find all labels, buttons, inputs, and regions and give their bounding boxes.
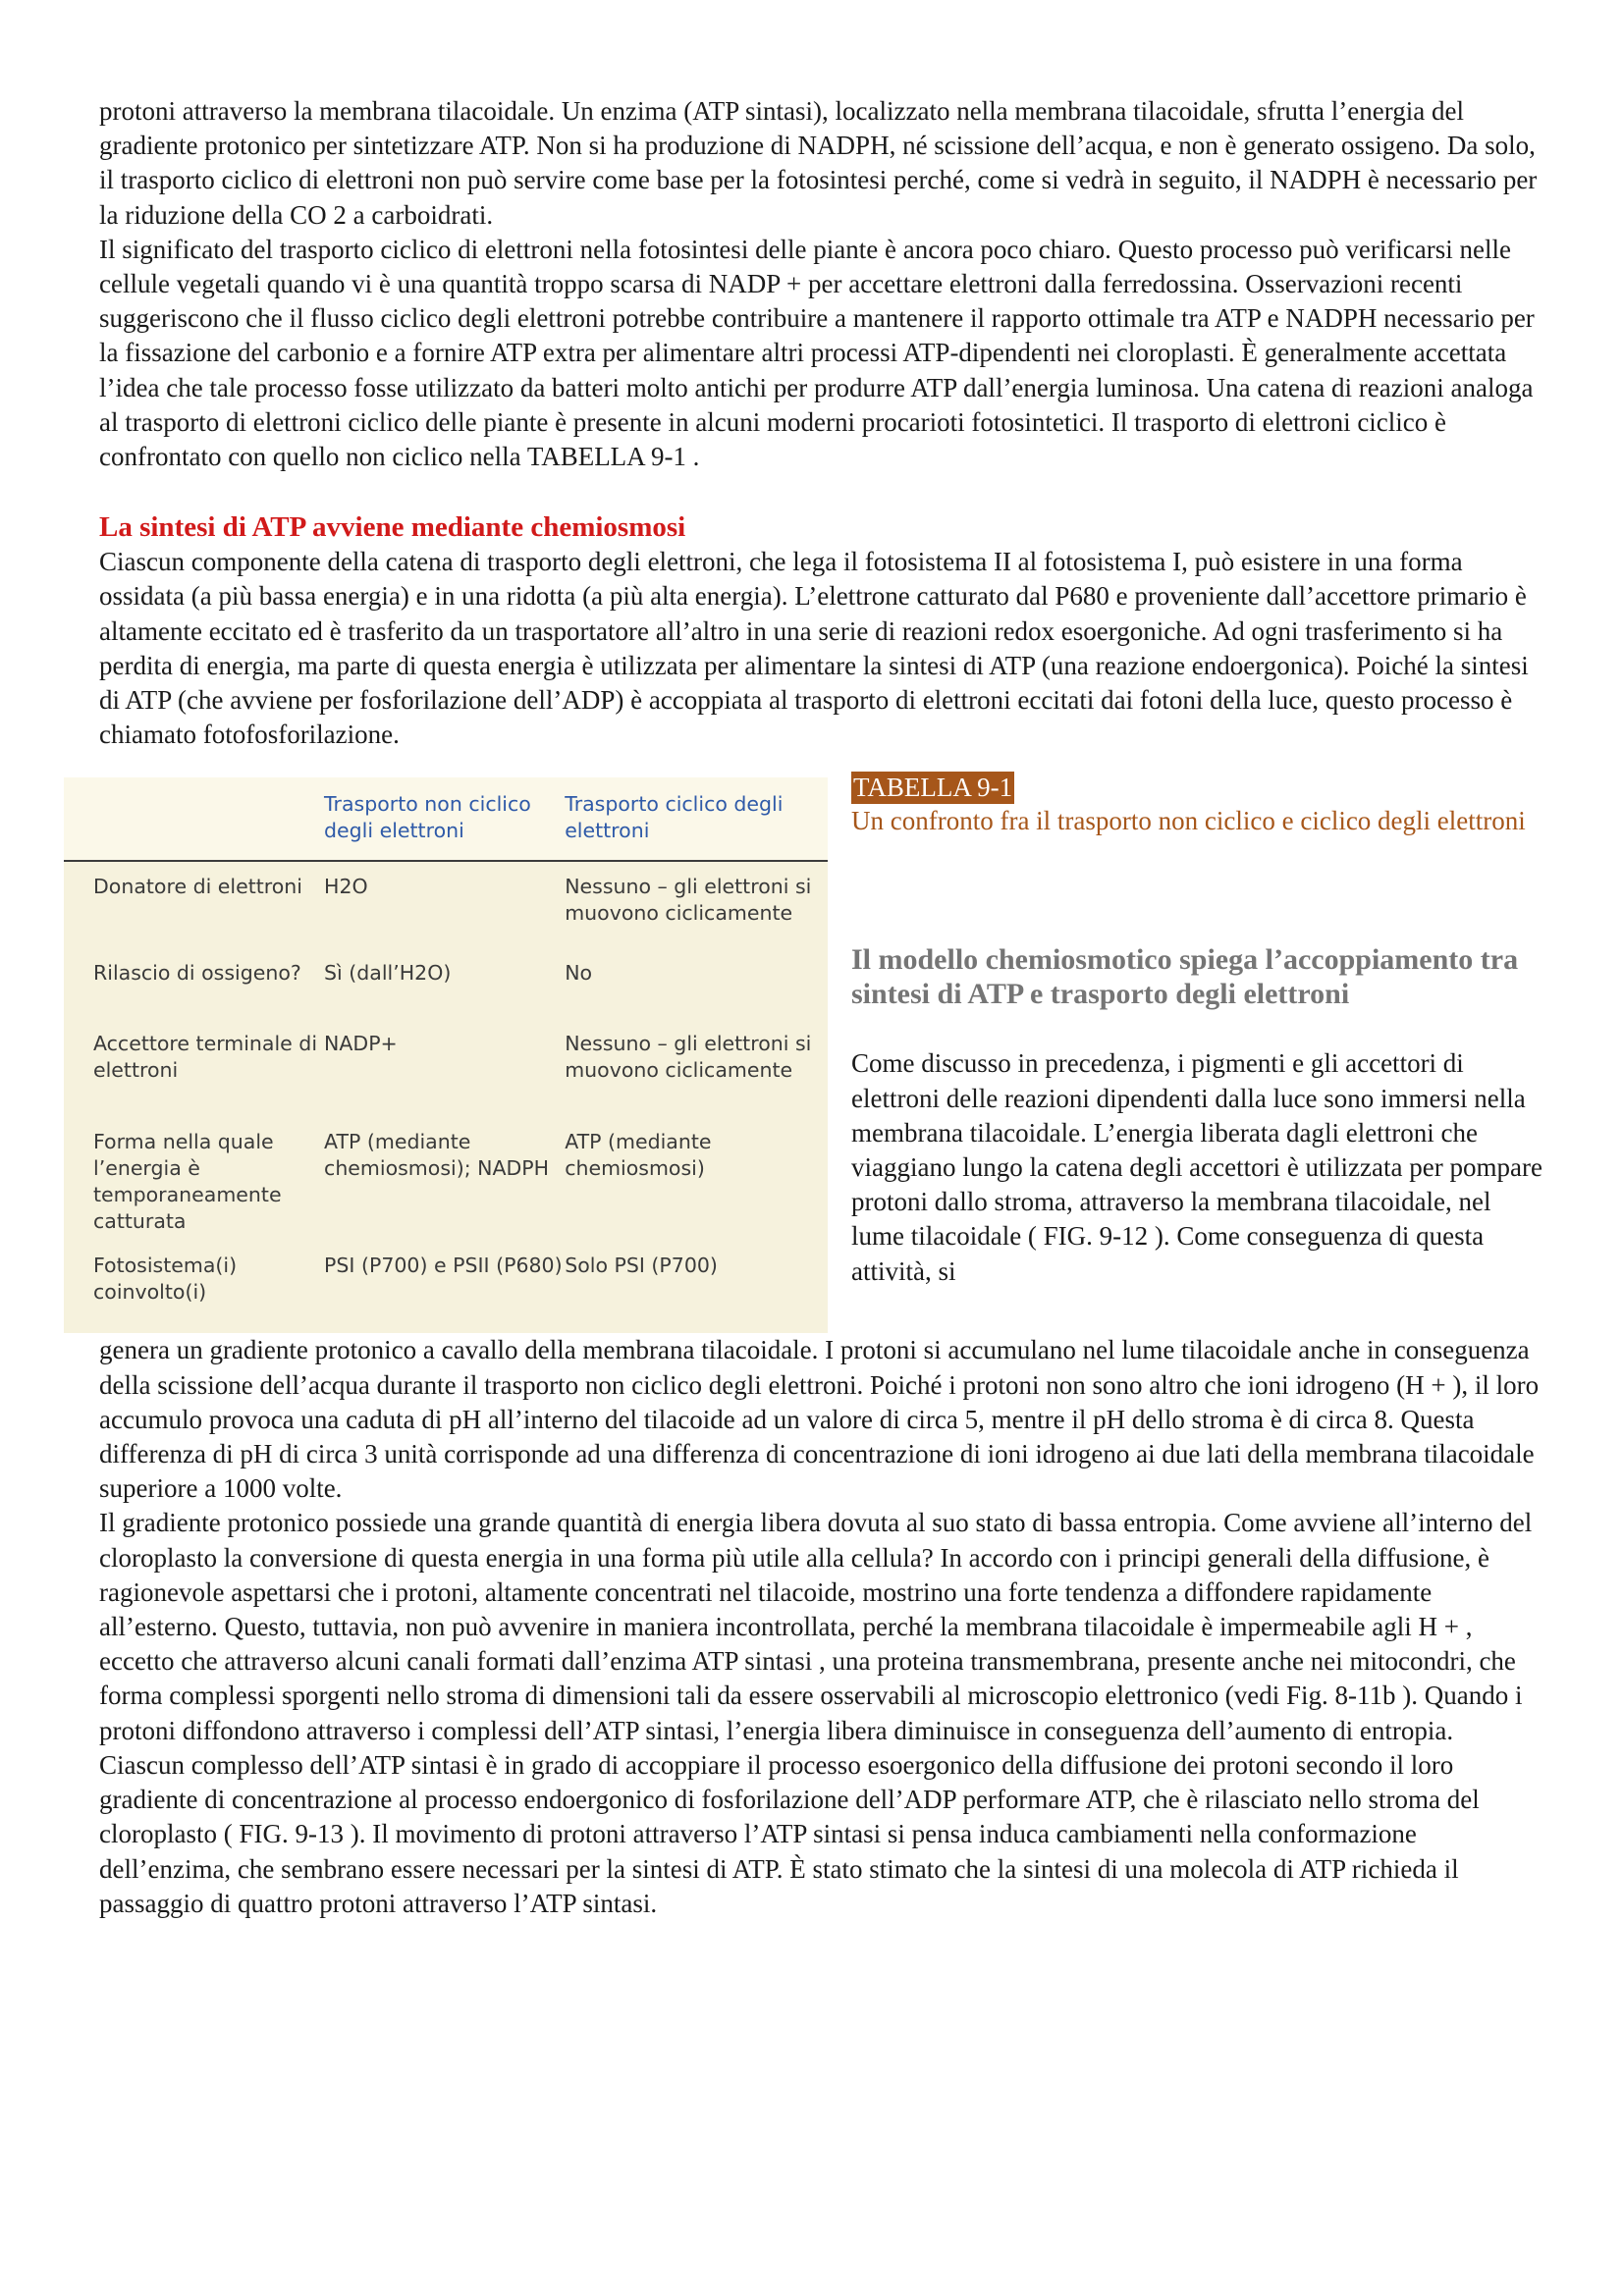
subsection-continuation: genera un gradiente protonico a cavallo della membrana tilacoidale. I protoni si accumulano nel lume tilacoidale anche in conseguenza della scissione dell’acqua durante il trasporto non ciclico degli elettroni. Poiché i protoni non sono altro che ioni idrogeno (H + ), il loro accumulo provoca una caduta di pH all’interno del tilacoide ad un valore di circa 5, mentre il pH dello stroma è di circa 8. Questa differenza di pH di circa 3 unità corrisponde ad una differenza di concentrazione di ioni idrogeno ai due lati della membrana tilacoidale superiore a 1000 volte. bbox=[99, 1335, 1540, 1504]
row-noncyclic: ATP (mediante chemiosmosi); NADPH bbox=[324, 1130, 550, 1181]
table-caption-text: Un confronto fra il trasporto non ciclico e ciclico degli elettroni bbox=[851, 806, 1526, 836]
subsection-title: Il modello chemiosmotico spiega l’accoppiamento tra sintesi di ATP e trasporto degli elettroni bbox=[851, 943, 1519, 1011]
subsection-side-text: Come discusso in precedenza, i pigmenti e gli accettori di elettroni delle reazioni dipendenti dalla luce sono immersi nella membrana tilacoidale. L’energia liberata dagli elettroni che viaggiano lungo la catena degli accettori è utilizzata per pompare protoni dallo stroma, attraverso la membrana tilacoidale, nel lume tilacoidale ( FIG. 9-12 ). Come conseguenza di questa attività, si bbox=[851, 1048, 1542, 1286]
row-cyclic: ATP (mediante chemiosmosi) bbox=[565, 1130, 712, 1181]
table-row bbox=[64, 960, 828, 1031]
table-header-noncyclic: Trasporto non ciclico degli elettroni bbox=[324, 792, 531, 843]
table-header-row bbox=[64, 777, 828, 860]
section-title: La sintesi di ATP avviene mediante chemiosmosi bbox=[99, 511, 686, 544]
row-cyclic: Solo PSI (P700) bbox=[565, 1254, 718, 1278]
table-row bbox=[64, 1129, 828, 1253]
row-noncyclic: Sì (dall’H2O) bbox=[324, 961, 452, 986]
table-caption bbox=[851, 772, 1558, 837]
intro-paragraph-2: Il significato del trasporto ciclico di elettroni nella fotosintesi delle piante è ancora poco chiaro. Questo processo può verificarsi nelle cellule vegetali quando vi è una quantità troppo scarsa di NADP + per accettare elettroni dalla ferredossina. Osservazioni recenti suggeriscono che il flusso ciclico degli elettroni potrebbe contribuire a mantenere il rapporto ottimale tra ATP e NADPH necessario per la fissazione del carbonio e a fornire ATP extra per alimentare altri processi ATP-dipendenti nei cloroplasti. È generalmente accettata l’idea che tale processo fosse utilizzato da batteri molto antichi per produrre ATP dall’energia luminosa. Una catena di reazioni analoga al trasporto di elettroni ciclico delle piante è presente in alcuni moderni procarioti fotosintetici. Il trasporto di elettroni ciclico è confrontato con quello non ciclico nella TABELLA 9-1 . bbox=[99, 234, 1535, 472]
table-caption-label: TABELLA 9-1 bbox=[853, 773, 1013, 803]
table-row bbox=[64, 860, 828, 960]
comparison-table-grid bbox=[64, 777, 828, 1321]
row-label: Forma nella quale l’energia è temporaneamente catturata bbox=[93, 1130, 282, 1234]
table-header-empty bbox=[64, 777, 324, 860]
row-label: Donatore di elettroni bbox=[93, 875, 302, 899]
row-label: Accettore terminale di elettroni bbox=[93, 1032, 318, 1083]
row-cyclic: Nessuno – gli elettroni si muovono ciclicamente bbox=[565, 1032, 812, 1083]
row-noncyclic: H2O bbox=[324, 875, 368, 899]
table-header-cyclic: Trasporto ciclico degli elettroni bbox=[565, 792, 784, 843]
table-row bbox=[64, 1031, 828, 1129]
row-cyclic: No bbox=[565, 961, 593, 986]
row-label: Rilascio di ossigeno? bbox=[93, 961, 301, 986]
row-cyclic: Nessuno – gli elettroni si muovono ciclicamente bbox=[565, 875, 812, 926]
page-content bbox=[93, 94, 1542, 1921]
section-paragraph: Ciascun componente della catena di trasporto degli elettroni, che lega il fotosistema II al fotosistema I, può esistere in una forma ossidata (a più bassa energia) e in una ridotta (a più alta energia). L’elettrone catturato dal P680 e proveniente dall’accettore primario è altamente eccitato ed è trasferito da un trasportatore all’altro in una serie di reazioni redox esoergoniche. Ad ogni trasferimento si ha perdita di energia, ma parte di questa energia è utilizzata per alimentare la sintesi di ATP (una reazione endoergonica). Poiché la sintesi di ATP (che avviene per fosforilazione dell’ADP) è accoppiata al trasporto di elettroni eccitati dai fotoni della luce, questo processo è chiamato fotofosforilazione. bbox=[99, 547, 1529, 750]
comparison-table bbox=[64, 777, 828, 1333]
row-noncyclic: NADP+ bbox=[324, 1032, 398, 1056]
table-row bbox=[64, 1253, 828, 1321]
subsection-paragraph-2: Il gradiente protonico possiede una grande quantità di energia libera dovuta al suo stato di bassa entropia. Come avviene all’interno del cloroplasto la conversione di questa energia in una forma più utile alla cellula? In accordo con i principi generali della diffusione, è ragionevole aspettarsi che i protoni, altamente concentrati nel tilacoide, mostrino una forte tendenza a diffondere rapidamente all’esterno. Questo, tuttavia, non può avvenire in maniera incontrollata, perché la membrana tilacoidale è impermeabile agli H + , eccetto che attraverso alcuni canali formati dall’enzima ATP sintasi , una proteina transmembrana, presente anche nei mitocondri, che forma complessi sporgenti nello stroma di dimensioni tali da essere osservabili al microscopio elettronico (vedi Fig. 8-11b ). Quando i protoni diffondono attraverso i complessi dell’ATP sintasi, l’energia libera diminuisce in conseguenza dell’aumento di entropia. Ciascun complesso dell’ATP sintasi è in grado di accoppiare il processo esoergonico della diffusione dei protoni secondo il loro gradiente di concentrazione al processo endoergonico di fosforilazione dell’ADP performare ATP, che è rilasciato nello stroma del cloroplasto ( FIG. 9-13 ). Il movimento di protoni attraverso l’ATP sintasi si pensa induca cambiamenti nella conformazione dell’enzima, che sembrano essere necessari per la sintesi di ATP. È stato stimato che la sintesi di una molecola di ATP richieda il passaggio di quattro protoni attraverso l’ATP sintasi. bbox=[99, 1508, 1533, 1918]
table-and-sidebar-region bbox=[93, 752, 1542, 1333]
row-label: Fotosistema(i) coinvolto(i) bbox=[93, 1254, 238, 1305]
intro-paragraph-1: protoni attraverso la membrana tilacoidale. Un enzima (ATP sintasi), localizzato nella membrana tilacoidale, sfrutta l’energia del gradiente protonico per sintetizzare ATP. Non si ha produzione di NADPH, né scissione dell’acqua, e non è generato ossigeno. Da solo, il trasporto ciclico di elettroni non può servire come base per la fotosintesi perché, come si vedrà in seguito, il NADPH è necessario per la riduzione della CO 2 a carboidrati. bbox=[99, 96, 1538, 230]
row-noncyclic: PSI (P700) e PSII (P680) bbox=[324, 1254, 563, 1278]
